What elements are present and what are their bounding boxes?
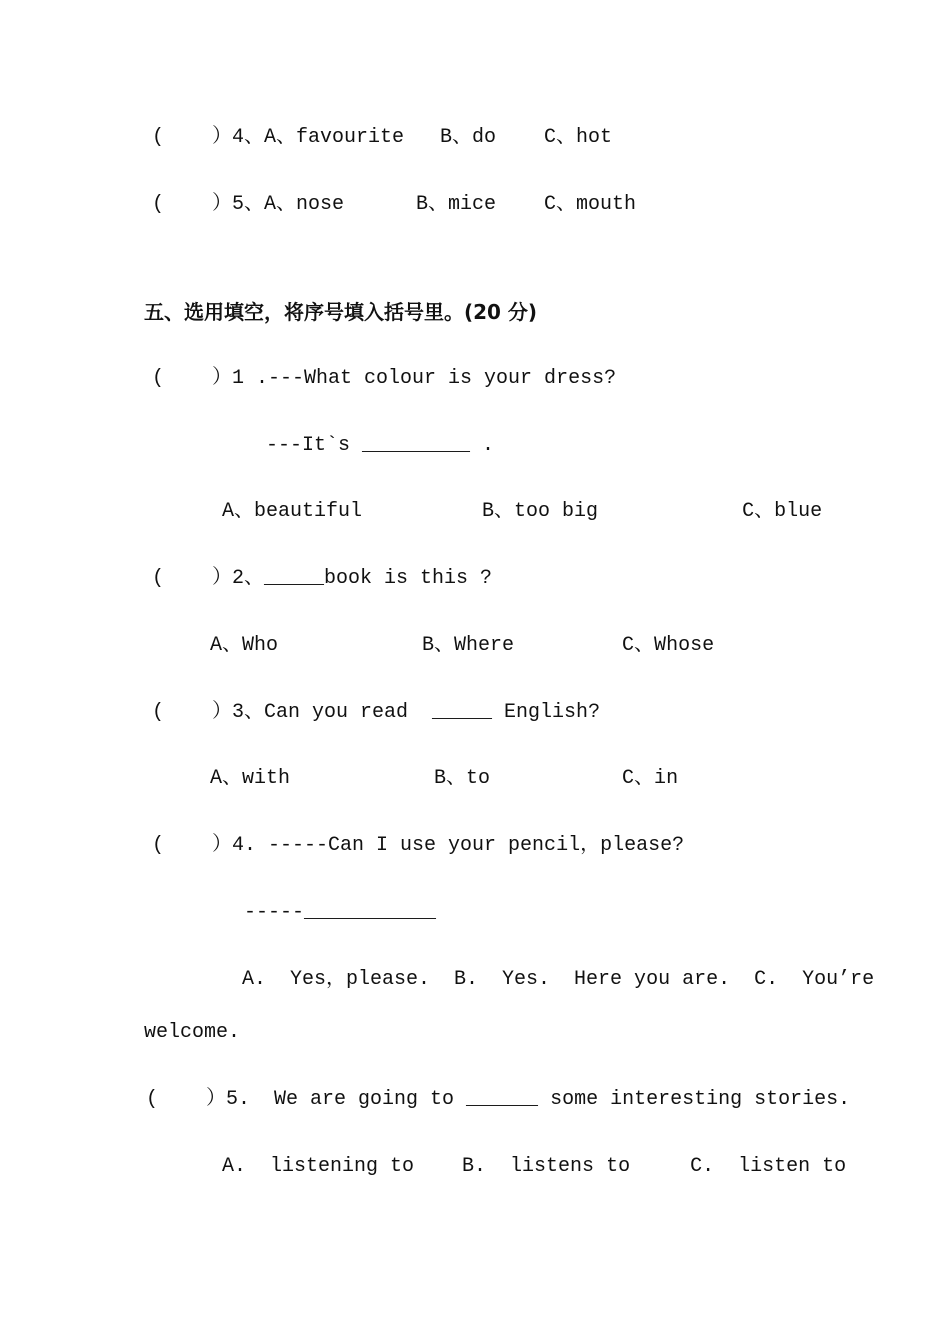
part5-q4-options-continued: welcome. (144, 1021, 241, 1044)
part5-q5-stem: ( ）5. We are going to ______ some interesting stories. (146, 1088, 851, 1111)
part5-q5-options: A. listening to B. listens to C. listen to (222, 1155, 847, 1178)
part5-q4-stem: ( ）4. -----Can I use your pencil，please? (152, 834, 685, 857)
question-4-options-row: ( ）4、A、favourite B、do C、hot (152, 126, 613, 149)
part5-q3-stem: ( ）3、Can you read _____ English? (152, 701, 601, 724)
part5-q1-options: A、beautiful B、too big C、blue (222, 500, 823, 523)
question-5-options-row: ( ）5、A、nose B、mice C、mouth (152, 193, 637, 216)
part5-q2-stem: ( ）2、_____book is this ? (152, 567, 493, 590)
part5-q1-answer-line: ---It`s _________ . (266, 434, 495, 457)
part5-q3-options: A、with B、to C、in (210, 767, 679, 790)
part5-q2-options: A、Who B、Where C、Whose (210, 634, 715, 657)
section-five-heading: 五、选用填空，将序号填入括号里。(20 分) (144, 300, 538, 324)
part5-q4-options: A. Yes，please. B. Yes. Here you are. C. You’re (242, 968, 875, 991)
part5-q4-answer-line: -----___________ (244, 901, 437, 924)
part5-q1-stem: ( ）1 .---What colour is your dress? (152, 367, 617, 390)
